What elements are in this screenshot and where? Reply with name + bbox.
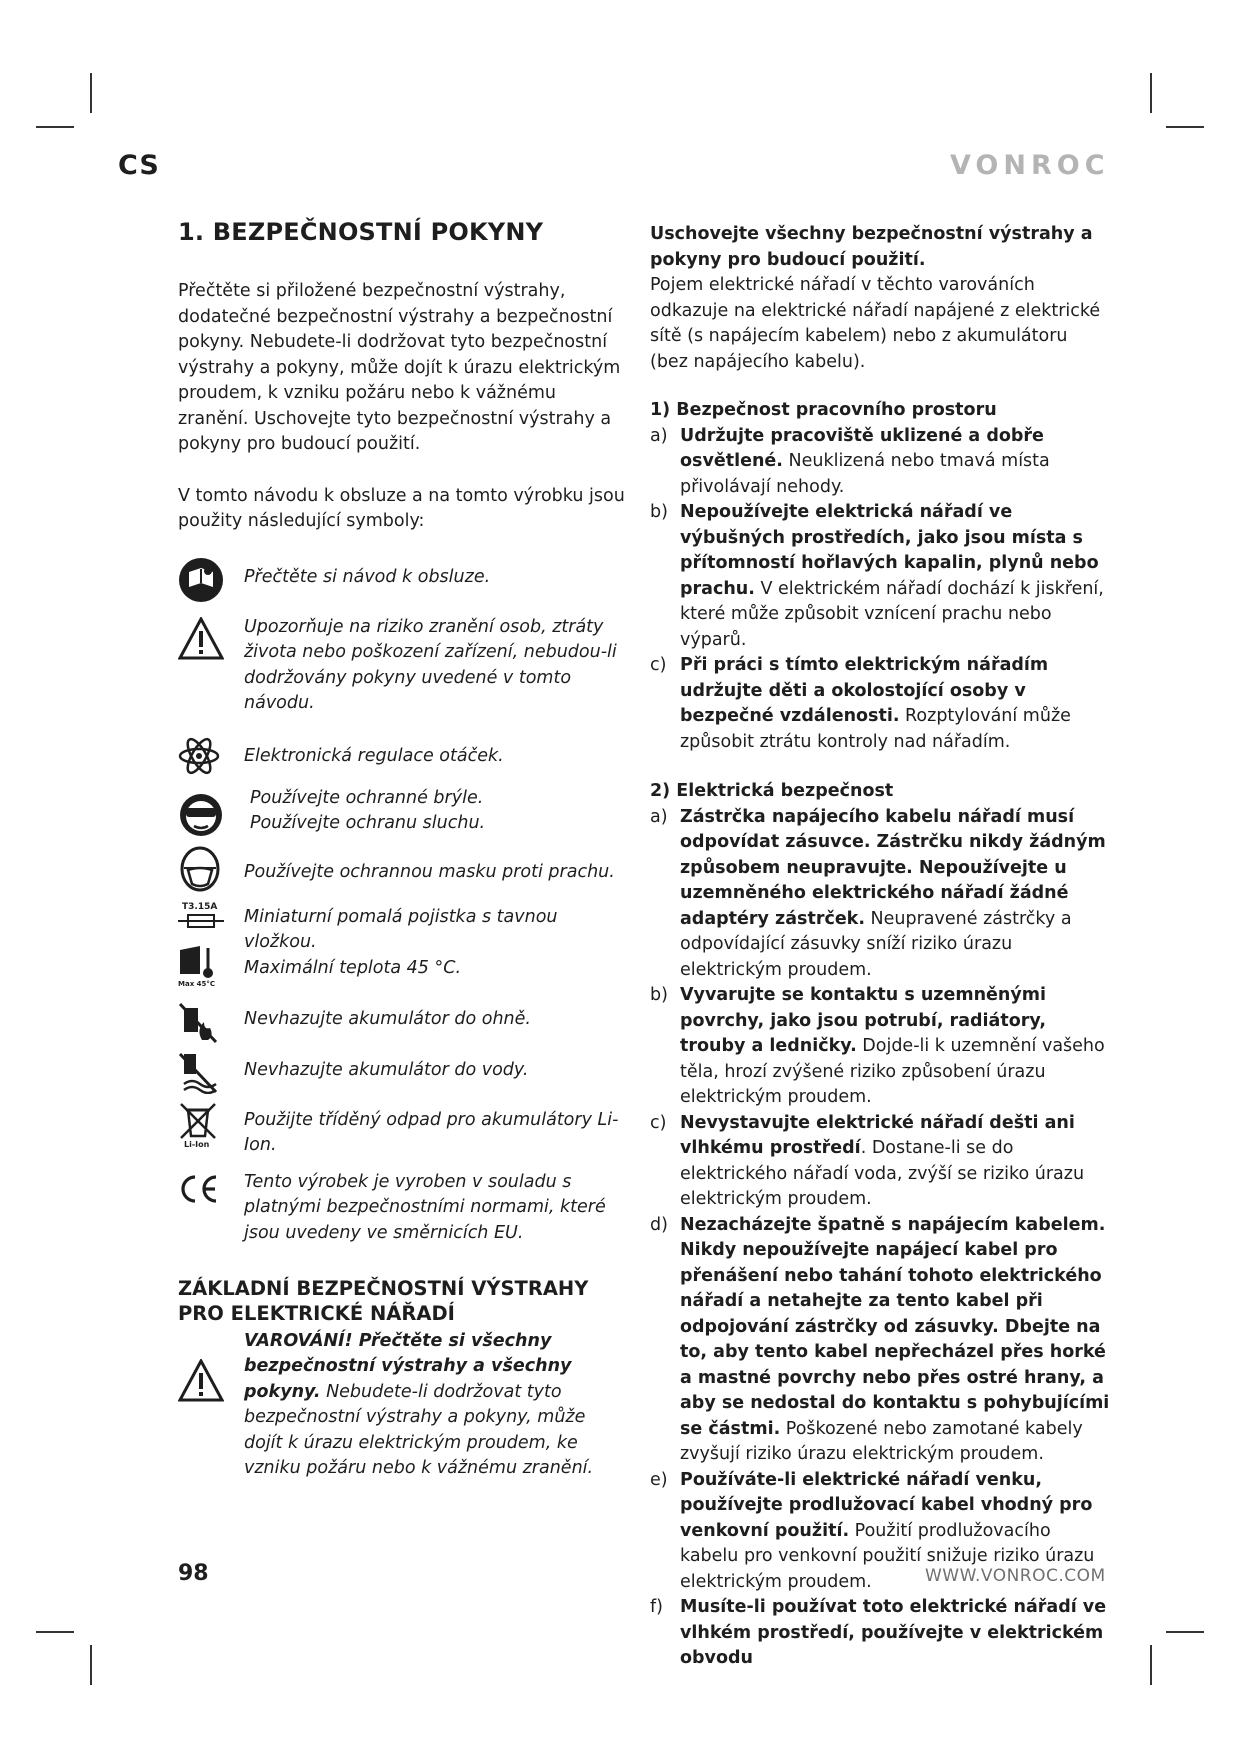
item-bold: Zástrčka napájecího kabelu nářadí musí odpovídat zásuvce. Zástrčku nikdy žádným způsobem neupravujte. Nepoužívejte u uzemněného elektrického nářadí žádné adaptéry zástrček. [680, 806, 1106, 929]
definition-paragraph: Pojem elektrické nářadí v těchto varováních odkazuje na elektrické nářadí napájené z elektrické sítě (s napájecím kabelem) nebo z akumulátoru (bez napájecího kabelu). [650, 275, 1101, 372]
language-code: CS [118, 150, 160, 181]
page-number: 98 [178, 1561, 209, 1586]
item-bold: Nevystavujte elektrické nářadí dešti ani vlhkému prostředí [680, 1112, 1075, 1158]
list-item [650, 1111, 1110, 1213]
item-text: Rozptylování může způsobit ztrátu kontroly nad nářadím. [680, 706, 1071, 752]
no-fire-battery-icon [178, 1000, 244, 1048]
warning-triangle-icon [178, 615, 244, 665]
crop-mark [1166, 126, 1204, 128]
crop-mark [36, 1631, 74, 1633]
item-label: a) [650, 806, 668, 827]
item-text: . Dostane-li se do elektrického nářadí voda, zvýší se riziko úrazu elektrickým proudem. [680, 1138, 1085, 1209]
crop-mark [1150, 73, 1152, 113]
li-ion-recycle-icon [178, 1102, 244, 1150]
symbol-row [178, 557, 628, 607]
symbol-text: Nevhazujte akumulátor do vody. [244, 1059, 529, 1080]
item-label: e) [650, 1469, 668, 1490]
item-bold: Musíte-li používat toto elektrické nářadí ve vlhkém prostředí, používejte v elektrickém obvodu [680, 1597, 1107, 1668]
symbol-text: Použijte tříděný odpad pro akumulátory Li-Ion. [244, 1109, 619, 1155]
list-item [650, 1595, 1110, 1672]
symbol-text: Používejte ochrannou masku proti prachu. [244, 861, 615, 882]
symbol-text: Elektronická regulace otáček. [244, 745, 504, 766]
speed-control-icon [178, 736, 244, 784]
item-bold: Udržujte pracoviště uklizené a dobře osvětlené. [680, 425, 1044, 471]
crop-mark [90, 73, 92, 113]
symbol-row [178, 1050, 628, 1094]
warning-rest: Nebudete-li dodržovat tyto bezpečnostní výstrahy a pokyny, může dojít k úrazu elektrickým proudem, ke vzniku požáru nebo k vážnému zranění. [244, 1381, 594, 1478]
item-bold: Používáte-li elektrické nářadí venku, používejte prodlužovací kabel vhodný pro venkovní použití. [680, 1469, 1093, 1541]
symbol-text: Miniaturní pomalá pojistka s tavnou vložkou. [244, 906, 558, 952]
symbol-text: Přečtěte si návod k obsluze. [244, 566, 491, 587]
fuse-label: T3.15A [182, 901, 218, 912]
left-column [178, 218, 628, 1482]
max-temperature-icon [178, 944, 244, 992]
item-bold: Nezacházejte špatně s napájecím kabelem. Nikdy nepoužívejte napájecí kabel pro přenášení nebo tahání tohoto elektrického nářadí a netahejte za tento kabel při odpojování zástrčky od zásuvky. Dbejte na to, aby tento kabel nepřecházel přes horké a mastné povrchy nebo přes ostré hrany, a aby se nedostal do kontaktu s pohybujícími se částmi. [680, 1214, 1110, 1439]
list-item [650, 1213, 1110, 1468]
warning-triangle-icon [178, 1329, 244, 1407]
list-item [650, 983, 1110, 1111]
crop-mark [36, 126, 74, 128]
li-ion-label: Li-Ion [184, 1139, 210, 1149]
warning-text [244, 1329, 628, 1482]
symbol-row [178, 786, 628, 846]
subheading: ZÁKLADNÍ BEZPEČNOSTNÍ VÝSTRAHY PRO ELEKTRICKÉ NÁŘADÍ [178, 1276, 589, 1325]
crop-mark [1166, 1631, 1204, 1633]
symbol-row [178, 1102, 628, 1166]
item-label: f) [650, 1597, 663, 1617]
symbol-text: Upozorňuje na riziko zranění osob, ztráty života nebo poškození zařízení, nebudou-li dodržovány pokyny uvedené v tomto návodu. [244, 616, 617, 713]
brand-logo: VONROC [950, 150, 1110, 181]
symbol-text: Používejte ochranné brýle. Používejte ochranu sluchu. [250, 787, 486, 833]
symbols-intro: V tomto návodu k obsluze a na tomto výrobku jsou použity následující symboly: [178, 485, 625, 531]
item-body [680, 653, 1110, 755]
symbol-row [178, 944, 628, 996]
ce-mark-icon [178, 1170, 244, 1222]
item-body [680, 983, 1110, 1111]
item-label: a) [650, 425, 668, 446]
section-heading: 2) Elektrická bezpečnost [650, 781, 894, 801]
item-body [680, 1595, 1110, 1672]
dust-mask-icon [178, 846, 244, 894]
website-link[interactable]: WWW.VONROC.COM [925, 1566, 1106, 1586]
read-manual-icon [178, 557, 244, 605]
fuse-icon [178, 902, 244, 950]
item-label: b) [650, 985, 668, 1005]
symbol-text: Maximální teplota 45 °C. [244, 957, 462, 978]
list-item [650, 805, 1110, 984]
item-text: Poškozené nebo zamotané kabely zvyšují riziko úrazu elektrickým proudem. [680, 1418, 1083, 1464]
symbol-row [178, 615, 628, 736]
item-body [680, 1213, 1110, 1468]
symbol-row [178, 1170, 628, 1250]
no-water-battery-icon [178, 1050, 244, 1098]
item-bold: Při práci s tímto elektrickým nářadím udržujte děti a okolostojící osoby v bezpečné vzdálenosti. [680, 655, 1049, 726]
warning-bold: VAROVÁNÍ! Přečtěte si všechny bezpečnostní výstrahy a všechny pokyny. [244, 1330, 572, 1402]
item-text: Dojde-li k uzemnění vašeho těla, hrozí zvýšené riziko způsobení úrazu elektrickým proudem. [680, 1036, 1105, 1107]
item-body [680, 805, 1110, 984]
symbol-row [178, 1000, 628, 1046]
symbol-row [178, 846, 628, 896]
intro-paragraph: Přečtěte si přiložené bezpečnostní výstrahy, dodatečné bezpečnostní výstrahy a bezpečnostní pokyny. Nebudete-li dodržovat tyto bezpečnostní výstrahy a pokyny, může dojít k úrazu elektrickým proudem, k vzniku požáru nebo k vážnému zranění. Uschovejte tyto bezpečnostní výstrahy a pokyny pro budoucí použití. [178, 281, 621, 454]
item-bold: Vyvarujte se kontaktu s uzemněnými povrchy, jako jsou potrubí, radiátory, trouby a ledničky. [680, 985, 1047, 1056]
keep-instructions: Uschovejte všechny bezpečnostní výstrahy a pokyny pro budoucí použití. [650, 224, 1093, 270]
crop-mark [1150, 1645, 1152, 1685]
symbol-text: Nevhazujte akumulátor do ohně. [244, 1008, 531, 1029]
symbol-list [178, 557, 628, 1250]
symbol-text: Tento výrobek je vyroben v souladu s platnými bezpečnostními normami, které jsou uvedeny ve směrnicích EU. [244, 1171, 606, 1243]
item-body [680, 1111, 1110, 1213]
item-bold: Nepoužívejte elektrická nářadí ve výbušných prostředích, jako jsou místa s přítomností hořlavých kapalin, plynů nebo prachu. [680, 502, 1099, 599]
max-temp-label: Max 45°C [178, 979, 216, 988]
section-title: 1. BEZPEČNOSTNÍ POKYNY [178, 218, 544, 246]
list-item [650, 424, 1110, 501]
goggles-ear-protection-icon [178, 786, 244, 840]
item-body [680, 424, 1110, 501]
item-text: V elektrickém nářadí dochází k jiskření, které může způsobit vznícení prachu nebo výparů. [680, 578, 1104, 650]
item-body [680, 500, 1110, 653]
symbol-row [178, 736, 628, 780]
item-text: Použití prodlužovacího kabelu pro venkovní použití snižuje riziko úrazu elektrickým proudem. [680, 1520, 1095, 1592]
symbol-row [178, 901, 628, 952]
crop-mark [90, 1645, 92, 1685]
section-heading: 1) Bezpečnost pracovního prostoru [650, 400, 997, 420]
item-label: c) [650, 1112, 667, 1133]
item-text: Neuklizená nebo tmavá místa přivolávají nehody. [680, 451, 1050, 497]
item-label: d) [650, 1214, 668, 1235]
list-item [650, 653, 1110, 755]
item-label: c) [650, 655, 667, 675]
item-text: Neupravené zástrčky a odpovídající zásuvky sníží riziko úrazu elektrickým proudem. [680, 908, 1072, 980]
item-label: b) [650, 502, 668, 522]
right-column [650, 222, 1110, 1672]
general-warning [178, 1329, 628, 1482]
list-item [650, 500, 1110, 653]
